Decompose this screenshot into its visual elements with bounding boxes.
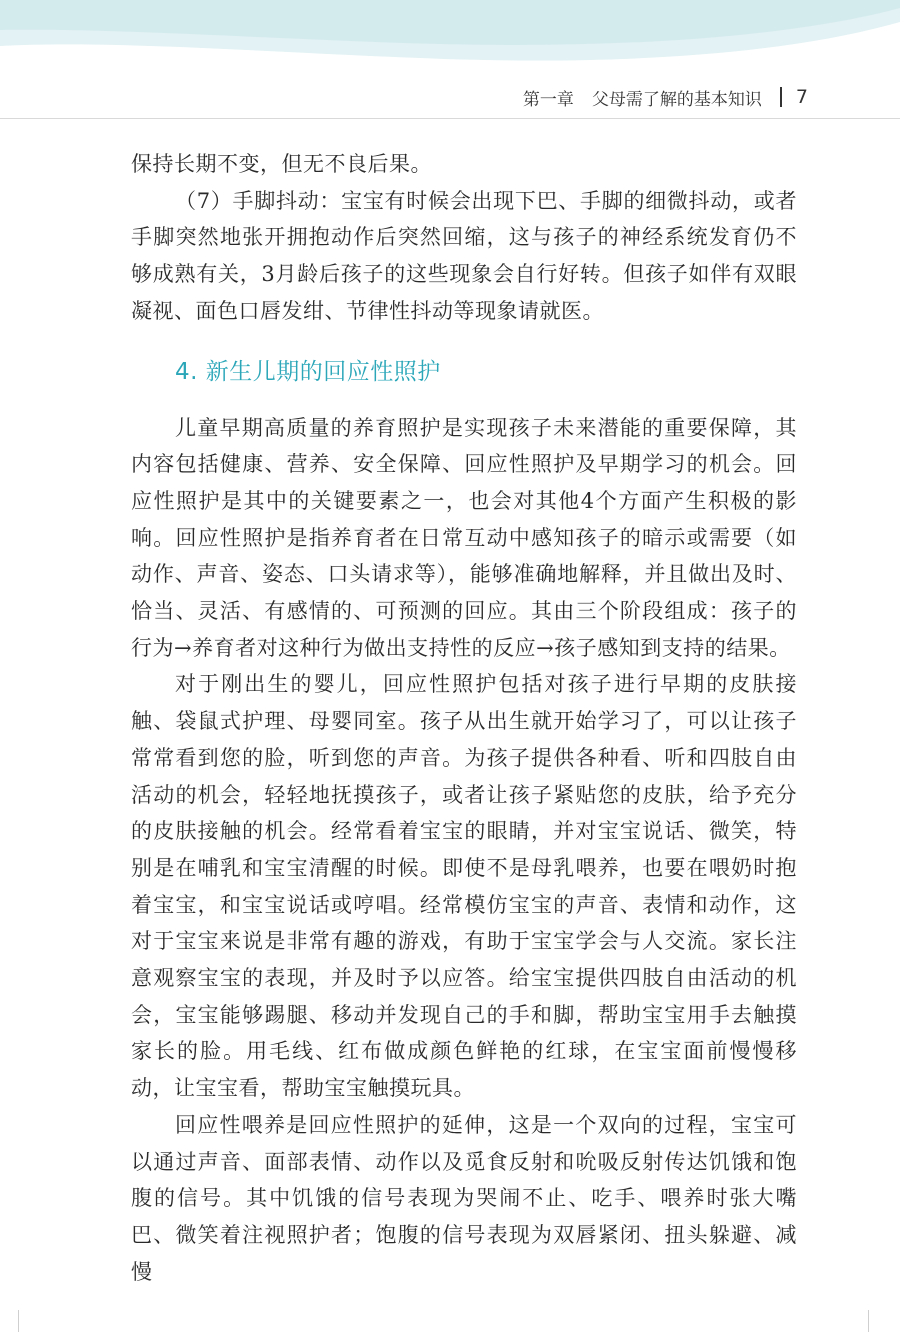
running-header (523, 82, 808, 112)
section-heading: 4. 新生儿期的回应性照护 (175, 358, 441, 385)
wave-decoration (0, 0, 900, 80)
header-separator (780, 87, 782, 107)
paragraph-responsive-care-intro: 儿童早期高质量的养育照护是实现孩子未来潜能的重要保障，其内容包括健康、营养、安全保障、回应性照护及早期学习的机会。回应性照护是其中的关键要素之一，也会对其他4个方面产生积极的影响。回应性照护是指养育者在日常互动中感知孩子的暗示或需要（如动作、声音、姿态、口头请求等），能够准确地解释，并且做出及时、恰当、灵活、有感情的、可预测的回应。其由三个阶段组成：孩子的行为→养育者对这种行为做出支持性的反应→孩子感知到支持的结果。 (131, 415, 797, 660)
header-rule (0, 118, 900, 119)
chapter-number: 第一章 (522, 89, 574, 110)
paragraph-hand-foot-tremor: （7）手脚抖动：宝宝有时候会出现下巴、手脚的细微抖动，或者手脚突然地张开拥抱动作后突然回缩，这与孩子的神经系统发育仍不够成熟有关，3月龄后孩子的这些现象会自行好转。但孩子如伴有双眼凝视、面色口唇发绀、节律性抖动等现象请就医。 (131, 188, 797, 323)
crop-mark-left (18, 1310, 19, 1332)
page-body (131, 146, 797, 1290)
paragraph-newborn-care: 对于刚出生的婴儿，回应性照护包括对孩子进行早期的皮肤接触、袋鼠式护理、母婴同室。孩子从出生就开始学习了，可以让孩子常常看到您的脸，听到您的声音。为孩子提供各种看、听和四肢自由活动的机会，轻轻地抚摸孩子，或者让孩子紧贴您的皮肤，给予充分的皮肤接触的机会。经常看着宝宝的眼睛，并对宝宝说话、微笑，特别是在哺乳和宝宝清醒的时候。即使不是母乳喂养，也要在喂奶时抱着宝宝，和宝宝说话或哼唱。经常模仿宝宝的声音、表情和动作，这对于宝宝来说是非常有趣的游戏，有助于宝宝学会与人交流。家长注意观察宝宝的表现，并及时予以应答。给宝宝提供四肢自由活动的机会，宝宝能够踢腿、移动并发现自己的手和脚，帮助宝宝用手去触摸家长的脸。用毛线、红布做成颜色鲜艳的红球，在宝宝面前慢慢移动，让宝宝看，帮助宝宝触摸玩具。 (131, 672, 797, 1101)
paragraph-responsive-feeding: 回应性喂养是回应性照护的延伸，这是一个双向的过程，宝宝可以通过声音、面部表情、动作以及觅食反射和吮吸反射传达饥饿和饱腹的信号。其中饥饿的信号表现为哭闹不止、吃手、喂养时张大嘴巴、微笑着注视照护者；饱腹的信号表现为双唇紧闭、扭头躲避、减慢 (131, 1112, 797, 1284)
page-number: 7 (795, 86, 808, 108)
decorative-header-band (0, 0, 900, 80)
chapter-title: 父母需了解的基本知识 (591, 89, 762, 110)
crop-mark-right (868, 1310, 869, 1332)
paragraph-continuation: 保持长期不变，但无不良后果。 (131, 152, 432, 176)
